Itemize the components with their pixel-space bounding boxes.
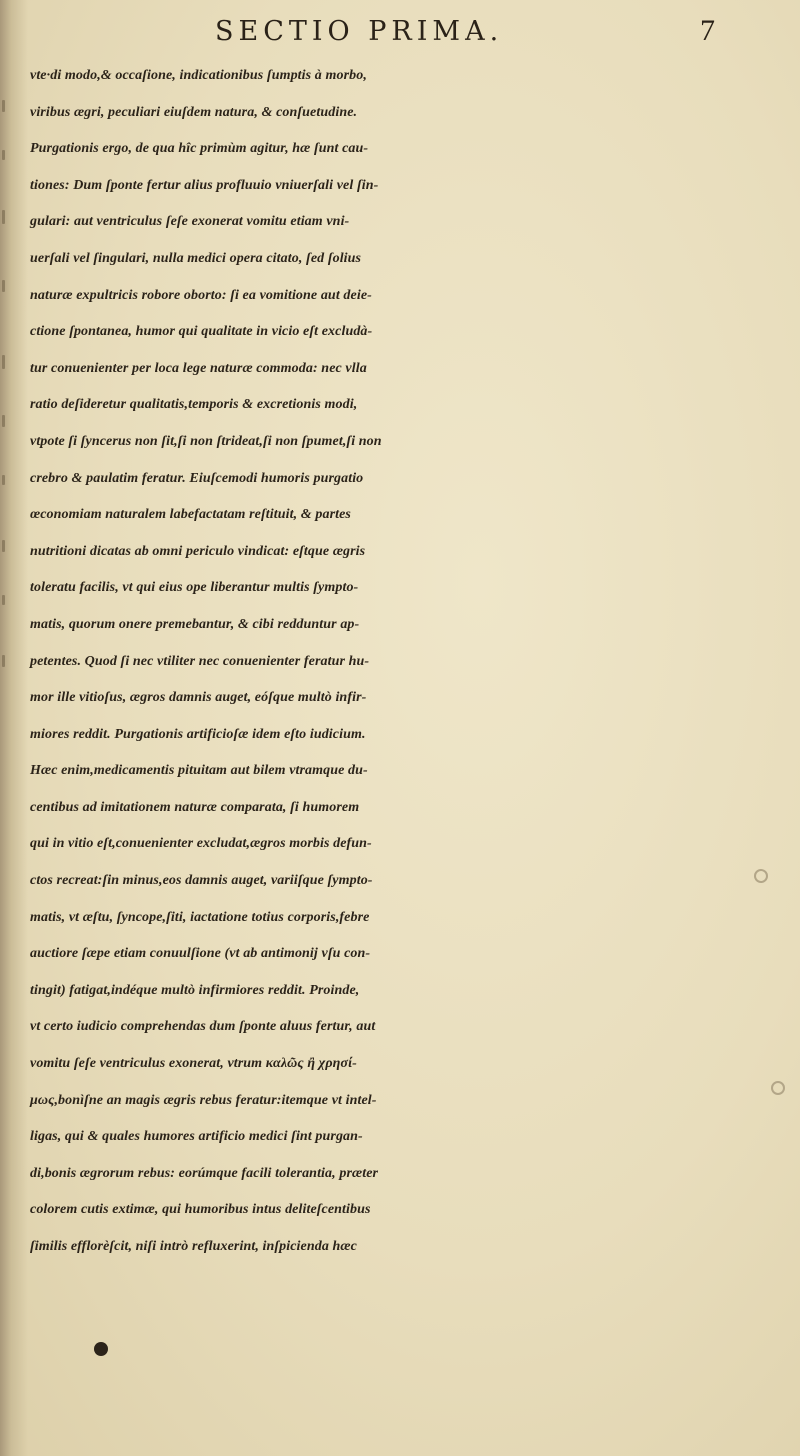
gutter-print-marks — [2, 80, 16, 900]
text-line: nutritioni dicatas ab omni periculo vindicat: eſtque ægris — [30, 543, 366, 559]
text-line: uerſali vel ſingulari, nulla medici opera citato, ſed ſolius — [30, 250, 362, 266]
text-line: mor ille vitioſus, ægros damnis auget, eóſque multò infir- — [30, 690, 367, 706]
body-text — [30, 58, 780, 1266]
section-title: SECTIO PRIMA. — [215, 16, 504, 47]
page-number: 7 — [700, 14, 715, 47]
text-line: qui in vitio eſt,conuenienter excludat,ægros morbis defun- — [30, 836, 372, 852]
text-line: ratio deſideretur qualitatis,temporis & excretionis modi, — [30, 397, 358, 413]
text-line: μως,bonìſne an magis ægris rebus feratur:itemque vt intel- — [30, 1092, 377, 1108]
text-line: ctos recreat:ſin minus,eos damnis auget, variiſque ſympto- — [30, 873, 373, 889]
text-line: tiones: Dum ſponte fertur alius profluuio vniuerſali vel ſin- — [30, 177, 379, 193]
binding-hole-mark — [754, 869, 768, 883]
text-line: vomitu ſeſe ventriculus exonerat, vtrum καλῶς ἢ χρησί- — [30, 1056, 357, 1072]
text-line: colorem cutis extimæ, qui humoribus intus deliteſcentibus — [30, 1202, 371, 1218]
text-line: Purgationis ergo, de qua hîc primùm agitur, hæ ſunt cau- — [30, 141, 369, 157]
text-line: matis, vt æſtu, ſyncope,ſiti, iactatione totius corporis,febre — [30, 909, 370, 925]
text-line: vte·di modo,& occaſione, indicationibus ſumptis à morbo, — [30, 68, 367, 83]
text-line: matis, quorum onere premebantur, & cibi redduntur ap- — [30, 616, 360, 632]
text-line: œconomiam naturalem labefactatam reſtituit, & partes — [30, 507, 351, 523]
text-line: vt certo iudicio comprehendas dum ſponte aluus fertur, aut — [30, 1019, 376, 1035]
binding-hole-mark — [771, 1081, 785, 1095]
text-line: viribus ægri, peculiari eiuſdem natura, & conſuetudine. — [30, 104, 358, 120]
text-line: toleratu facilis, vt qui eius ope liberantur multis ſympto- — [30, 580, 359, 596]
text-line: centibus ad imitationem naturæ comparata, ſi humorem — [30, 799, 360, 815]
text-line: miores reddit. Purgationis artificioſæ idem eſto iudicium. — [30, 726, 366, 742]
text-line: crebro & paulatim feratur. Eiuſcemodi humoris purgatio — [30, 470, 364, 486]
running-head — [0, 12, 800, 52]
text-line: tur conuenienter per loca lege naturæ commoda: nec vlla — [30, 360, 367, 376]
text-line: ſimilis efflorèſcit, niſi intrò refluxerint, inſpicienda hæc — [30, 1239, 357, 1254]
text-line: ligas, qui & quales humores artificio medici ſint purgan- — [30, 1129, 363, 1145]
text-line: tingit) fatigat,indéque multò infirmiores reddit. Proinde, — [30, 982, 360, 998]
ink-dot — [94, 1342, 108, 1356]
text-line: gulari: aut ventriculus ſeſe exonerat vomitu etiam vni- — [30, 214, 350, 230]
text-line: petentes. Quod ſi nec vtiliter nec conuenienter feratur hu- — [30, 653, 370, 669]
text-line: Hæc enim,medicamentis pituitam aut bilem vtramque du- — [30, 763, 368, 779]
text-line: naturæ expultricis robore oborto: ſi ea vomitione aut deie- — [30, 287, 372, 303]
text-line: auctiore ſæpe etiam conuulſione (vt ab antimonij vſu con- — [30, 946, 371, 962]
text-line: vtpote ſi ſyncerus non ſit,ſi non ſtrideat,ſi non ſpumet,ſi non — [30, 433, 382, 449]
text-line: ctione ſpontanea, humor qui qualitate in vicio eſt excludà- — [30, 324, 373, 340]
text-line: di,bonis ægrorum rebus: eorúmque facili tolerantia, præter — [30, 1165, 379, 1181]
